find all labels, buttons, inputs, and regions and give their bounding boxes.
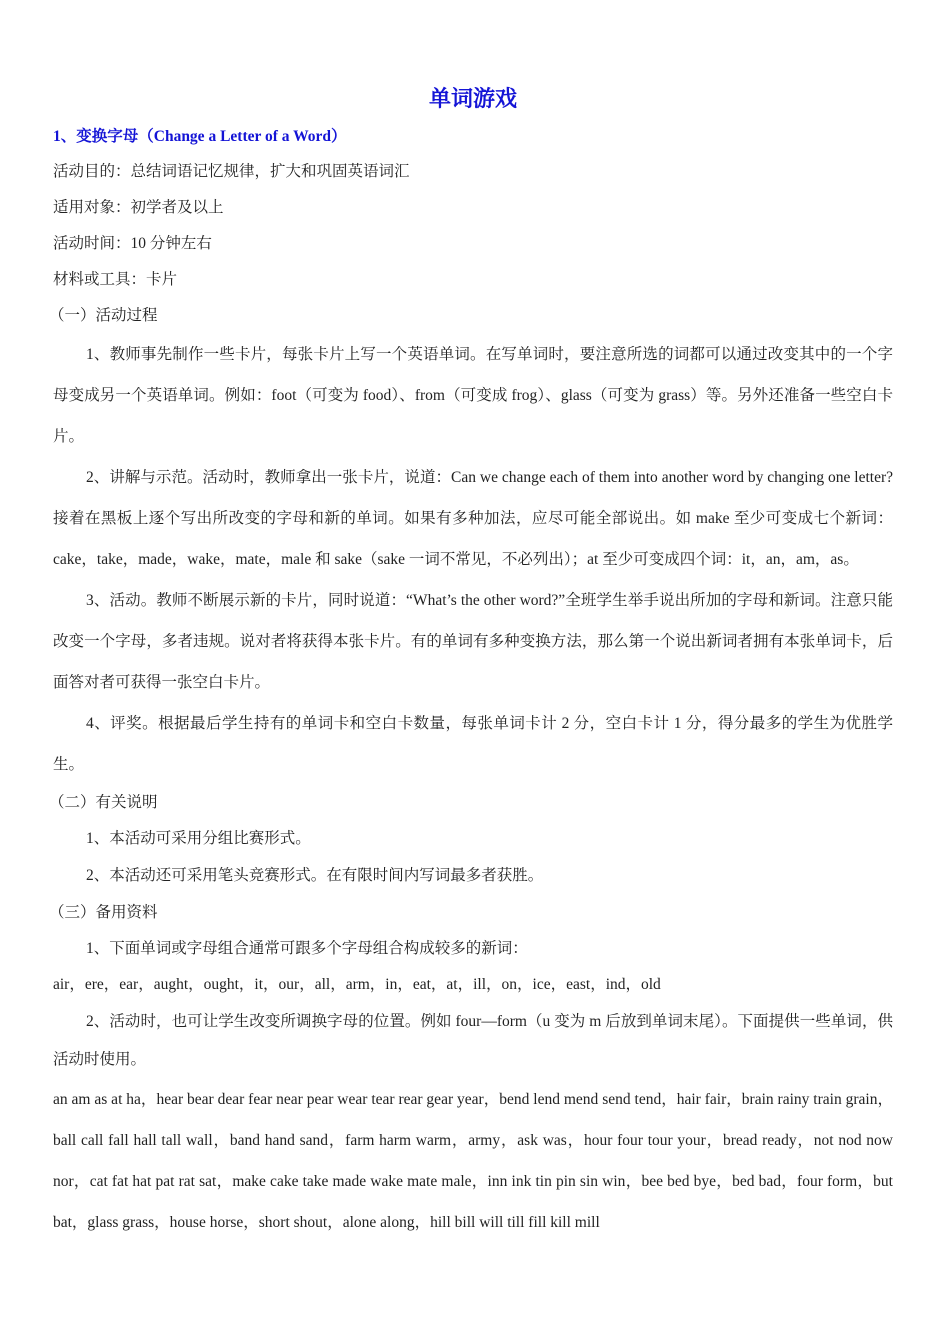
resource-item: 1、下面单词或字母组合通常可跟多个字母组合构成较多的新词： (86, 940, 528, 957)
resource-item: 2、活动时，也可让学生改变所调换字母的位置。例如 four—form（u 变为 m 后放到单词末尾）。下面提供一些单词，供活动时使用。 (53, 1013, 893, 1068)
resource-word-list: air，ere，ear，aught，ought，it，our，all，arm，in，eat，at，ill，on，ice，east，ind，old (53, 976, 661, 993)
resource-word-list: an am as at ha，hear bear dear fear near pear wear tear rear gear year，bend lend mend send tend，hair fair，brain rainy train grain，ball call fall hall tall wall，band hand sand，farm harm warm，army，ask was，hour four tour your，bread ready，not nod now nor，cat fat hat pat rat sat，make cake take made wake mate male，inn ink tin pin sin win，bee bed bye，bed bad，four form，but bat，glass grass，house horse，short shout，alone along，hill bill will till fill kill mill (53, 1091, 893, 1231)
meta-purpose: 活动目的：总结词语记忆规律，扩大和巩固英语词汇 (53, 163, 410, 180)
notes-heading: （二）有关说明 (49, 794, 158, 811)
document-page (49, 82, 893, 1243)
process-step: 4、评奖。根据最后学生持有的单词卡和空白卡数量，每张单词卡计 2 分，空白卡计 1 分，得分最多的学生为优胜学生。 (53, 715, 893, 773)
meta-materials: 材料或工具：卡片 (53, 271, 178, 288)
process-step: 3、活动。教师不断展示新的卡片，同时说道：“What’s the other word?”全班学生举手说出所加的字母和新词。注意只能改变一个字母，多者违规。说对者将获得本张卡片。有的单词有多种变换方法，那么第一个说出新词者拥有本张单词卡，后面答对者可获得一张空白卡片。 (53, 592, 893, 691)
process-step: 2、讲解与示范。活动时，教师拿出一张卡片，说道：Can we change each of them into another word by changing one letter?接着在黑板上逐个写出所改变的字母和新的单词。如果有多种加法，应尽可能全部说出。如 make 至少可变成七个新词：cake，take，made，wake，mate，male 和 sake（sake 一词不常见，不必列出）；at 至少可变成四个词：it，an，am，as。 (53, 469, 893, 568)
meta-audience: 适用对象：初学者及以上 (53, 199, 224, 216)
document-title: 单词游戏 (428, 87, 517, 112)
meta-duration: 活动时间：10 分钟左右 (53, 235, 212, 252)
note-item: 2、本活动还可采用笔头竞赛形式。在有限时间内写词最多者获胜。 (86, 867, 544, 884)
note-item: 1、本活动可采用分组比赛形式。 (86, 830, 311, 847)
section-heading: 1、变换字母（Change a Letter of a Word） (53, 128, 347, 145)
process-heading: （一）活动过程 (49, 307, 158, 324)
process-step: 1、教师事先制作一些卡片，每张卡片上写一个英语单词。在写单词时，要注意所选的词都可以通过改变其中的一个字母变成另一个英语单词。例如：foot（可变为 food）、from（可变成 frog）、glass（可变为 grass）等。另外还准备一些空白卡片。 (53, 346, 893, 445)
resources-heading: （三）备用资料 (49, 904, 158, 921)
